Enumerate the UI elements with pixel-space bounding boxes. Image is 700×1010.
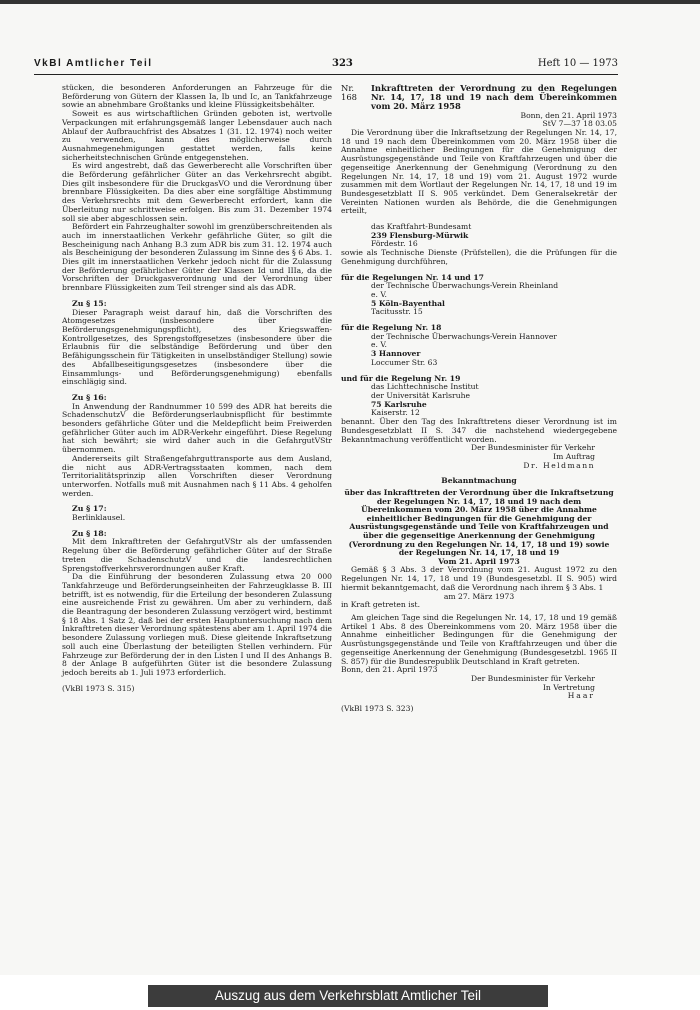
address-line: das Lichttechnische Institut xyxy=(371,382,479,392)
left-paragraph: Mit dem Inkrafttreten der GefahrgutVStr als der umfassenden Regelung über die Beförderung gefährlicher Güter auf der Straße treten die SchadenschutzV und die landesrechtlichen Sprengstoffverkehrsverordnungen außer Kraft. xyxy=(62,537,332,573)
left-paragraph: Soweit es aus wirtschaftlichen Gründen geboten ist, wertvolle Verpackungen mit erfahrungsgemäß langer Lebensdauer auch nach Ablauf der Aufbrauchfrist des Absatzes 1 (31. 12. 1974) noch weiter zu verwenden, kann dies möglicherweise durch Ausnahmegenehmigungen gestattet werden, falls keine sicherheitstechnischen Gründe entgegenstehen. xyxy=(62,109,332,162)
notice-reference-code: StV 7—37 18 03.05 xyxy=(542,119,617,129)
right-paragraph: in Kraft getreten ist. xyxy=(341,600,421,610)
right-paragraph: am 27. März 1973 xyxy=(443,591,515,601)
right-paragraph: Gemäß § 3 Abs. 3 der Verordnung vom 21. August 1972 zu den Regelungen Nr. 14, 17, 18 und 19 (Bundesgesetzbl. II S. 905) wird hiermit bekanntgemacht, daß die Verordnung nach ihrem § 3 Abs. 1 xyxy=(341,565,617,592)
address-line: 75 Karlsruhe xyxy=(371,399,427,409)
left-paragraph: In Anwendung der Randnummer 10 599 des ADR hat bereits die SchadenschutzV die Beförderungserlaubnispflicht für bestimmte besonders gefährliche Güter und die Meldepflicht beim Freiwerden gefährlicher Güter auch im ADR-Verkehr eingeführt. Diese Regelung hat sich bewährt; sie wird daher auch in die GefahrgutVStr übernommen. xyxy=(62,401,332,455)
left-paragraph: Es wird angestrebt, daß das Gewerberecht alle Vorschriften über die Beförderung gefährlicher Güter an das Verkehrsrecht abgibt. Dies gilt insbesondere für die DruckgasVO und die Verordnung über brennbare Flüssigkeiten. Da dies aber eine sorgfältige Abstimmung des Verkehrsrechts mit dem Gewerberecht erfordert, kann die Überleitung nur schrittweise erfolgen. Bis zum 31. Dezember 1974 soll sie aber abgeschlossen sein. xyxy=(62,161,332,223)
notice-date: Bonn, den 21. April 1973 xyxy=(520,110,617,120)
left-paragraph: Da die Einführung der besonderen Zulassung etwa 20 000 Tankfahrzeuge und Beförderungseinheiten der Fahrzeugklasse B. III betrifft, ist es notwendig, für die Erteilung der besonderen Zulassung eine ausreichende Frist zu gewähren. Um aber zu verhindern, daß die Beantragung der besonderen Zulassung verzögert wird, bestimmt § 18 Abs. 1 Satz 2, daß bei der ersten Hauptuntersuchung nach dem Inkrafttreten dieser Verordnung spätestens aber am 1. April 1974 die besondere Zulassung vorliegen muß. Diese gleitende Inkraftsetzung soll auch eine Überlastung der beteiligten Stellen verhindern. Für Fahrzeuge zur Beförderung der in den Listen I und II des Anhangs B. 8 der Anlage B aufgeführten Güter ist die besondere Zulassung jedoch bereits ab 1. Juli 1973 erforderlich. xyxy=(62,572,332,677)
signature-name: Dr. Heldmann xyxy=(523,460,595,470)
address-line: Kaiserstr. 12 xyxy=(371,408,420,418)
top-border xyxy=(0,0,700,4)
address-line: 3 Hannover xyxy=(371,349,421,359)
right-paragraph: benannt. Über den Tag des Inkrafttretens dieser Verordnung ist im Bundesgesetzblatt II S. 347 die nachstehend wiedergegebene Bekanntmachung veröffentlicht worden. xyxy=(341,417,617,444)
left-paragraph: Andererseits gilt Straßengefahrguttransporte aus dem Ausland, die nicht aus ADR-Vertragsstaaten kommen, nach dem Territorialitätsprinzip allen Vorschriften dieser Verordnung unterworfen. Notfalls muß mit Ausnahmen nach § 11 Abs. 4 geholfen werden. xyxy=(62,453,332,498)
signature-line: In Vertretung xyxy=(542,682,595,692)
announcement-heading: Bekanntmachung xyxy=(441,476,517,486)
notice-title-block xyxy=(341,84,617,112)
regulation-heading: für die Regelungen Nr. 14 und 17 xyxy=(341,272,484,282)
signature-name: Haar xyxy=(567,691,595,701)
address-line: 239 Flensburg-Mürwik xyxy=(371,230,469,240)
address-line: der Universität Karlsruhe xyxy=(371,391,470,400)
section-heading-18: Zu § 18: xyxy=(72,528,107,538)
address-line: der Technische Überwachungs-Verein Rheinland xyxy=(371,281,559,291)
announcement-date: Vom 21. April 1973 xyxy=(438,556,520,566)
notice-number: Nr. 168 xyxy=(341,83,357,103)
address-line: e. V. xyxy=(371,340,387,350)
left-paragraph: stücken, die besonderen Anforderungen an Fahrzeuge für die Beförderung von Gütern der Klassen Ia, Ib und Ic, an Tankfahrzeuge sowie an abnehmbare Großtanks und kleine Flüssigkeitsbehälter. xyxy=(62,83,332,110)
address-line: e. V. xyxy=(371,289,387,299)
address-line: Loccumer Str. 63 xyxy=(371,357,438,367)
left-column xyxy=(62,84,332,693)
right-column xyxy=(341,84,617,714)
right-paragraph: sowie als Technische Dienste (Prüfstellen), die die Prüfungen für die Genehmigung durchführen, xyxy=(341,248,617,266)
signature-line: Im Auftrag xyxy=(553,451,595,461)
address-line: der Technische Überwachungs-Verein Hannover xyxy=(371,331,557,341)
section-heading-15: Zu § 15: xyxy=(72,298,107,308)
section-heading-17: Zu § 17: xyxy=(72,504,107,514)
left-paragraph: Dieser Paragraph weist darauf hin, daß die Vorschriften des Atomgesetzes (insbesondere über die Beförderungsgenehmigungspflicht), des Kriegswaffen-Kontrollgesetzes, des Sprengstoffgesetzes (insbesondere über die Erlaubnis für die selbständige Beförderung und über den Befähigungsschein für Tätigkeiten in unselbständiger Stellung) sowie des Abfallbeseitigungsgesetzes (insbesondere über die Einsammlungs- und Beförderungsgenehmigung) ebenfalls einschlägig sind. xyxy=(62,307,332,387)
right-reference: (VkBl 1973 S. 323) xyxy=(341,704,414,714)
notice-title: Inkrafttreten der Verordnung zu den Regelungen Nr. 14, 17, 18 und 19 nach dem Übereinkommen vom 20. März 1958 xyxy=(371,83,617,112)
left-reference: (VkBl 1973 S. 315) xyxy=(62,683,135,693)
header-journal: VkBl Amtlicher Teil xyxy=(34,58,153,69)
address-line: das Kraftfahrt-Bundesamt xyxy=(371,222,472,232)
signature-line: Der Bundesminister für Verkehr xyxy=(471,443,595,453)
left-paragraph: Berlinklausel. xyxy=(72,513,126,523)
signature-line: Der Bundesminister für Verkehr xyxy=(471,673,595,683)
footer-banner: Auszug aus dem Verkehrsblatt Amtlicher Teil xyxy=(148,985,548,1007)
announcement-title: über das Inkrafttreten der Verordnung über die Inkraftsetzung der Regelungen Nr. 14, 17, 18 und 19 nach dem Übereinkommen vom 20. März 1958 über die Annahme einheitlicher Bedingungen für die Genehmigung der Ausrüstungsgegenstände und Teile von Kraftfahrzeugen und über die gegenseitige Anerkennung der Genehmigung (Verordnung zu den Regelungen Nr. 14, 17, 18 und 19) sowie der Regelungen Nr. 14, 17, 18 und 19 xyxy=(344,488,614,558)
header-issue: Heft 10 — 1973 xyxy=(537,58,618,69)
right-paragraph: Am gleichen Tage sind die Regelungen Nr. 14, 17, 18 und 19 gemäß Artikel 1 Abs. 8 des Übereinkommens vom 20. März 1958 über die Annahme einheitlicher Bedingungen für die Genehmigung der Ausrüstungsgegenstände und Teile von Kraftfahrzeugen und über die gegenseitige Anerkennung der Genehmigung (Bundesgesetzbl. 1965 II S. 857) für die Bundesrepublik Deutschland in Kraft getreten. xyxy=(341,613,617,666)
left-paragraph: Befördert ein Fahrzeughalter sowohl im grenzüberschreitenden als auch im innerstaatlichen Verkehr gefährliche Güter, so gilt die Bescheinigung nach Anhang B.3 zum ADR bis zum 31. 12. 1974 auch als Bescheinigung der besonderen Zulassung im Sinne des § 6 Abs. 1. Dies gilt im innerstaatlichen Verkehr jedoch nicht für die Zulassung der Beförderung gefährlicher Güter der Klassen Id und IIIa, da die Vorschriften der Druckgasverordnung und der Verordnung über brennbare Flüssigkeiten zum Teil strenger sind als das ADR. xyxy=(62,222,332,293)
header-rule xyxy=(34,74,618,75)
right-paragraph: Die Verordnung über die Inkraftsetzung der Regelungen Nr. 14, 17, 18 und 19 nach dem Übereinkommen vom 20. März 1958 über die Annahme einheitlicher Bedingungen für die Genehmigung der Ausrüstungsgegenstände und Teile von Kraftfahrzeugen und über die gegenseitige Anerkennung der Genehmigung (Verordnung zu den Regelungen Nr. 14, 17, 18 und 19) vom 21. August 1972 wurde zusammen mit dem Wortlaut der Regelungen Nr. 14, 17, 18 und 19 im Bundesgesetzblatt II S. 905 verkündet. Dem Generalsekretär der Vereinten Nationen wurden als Behörde, die die Genehmigungen erteilt, xyxy=(341,128,617,216)
address-line: 5 Köln-Bayenthal xyxy=(371,298,445,308)
footer-strip xyxy=(0,975,700,1010)
section-heading-16: Zu § 16: xyxy=(72,392,107,402)
regulation-heading: für die Regelung Nr. 18 xyxy=(341,323,442,333)
header-page-number: 323 xyxy=(332,58,353,69)
regulation-heading: und für die Regelung Nr. 19 xyxy=(341,373,461,383)
address-line: Tacitusstr. 15 xyxy=(371,307,423,317)
closing-date: Bonn, den 21. April 1973 xyxy=(341,665,438,675)
address-line: Fördestr. 16 xyxy=(371,239,418,249)
